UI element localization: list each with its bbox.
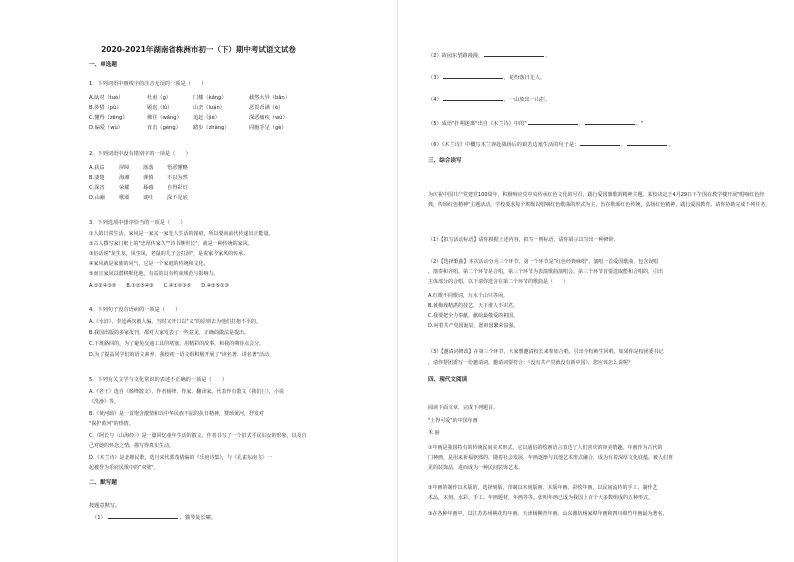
passage-line-1: ①年画是我国特有的传统民间美术形式，它以通俗的绘画语言表达了人们喜庆的审美情趣。年画作为古代的 — [428, 445, 663, 451]
fill-blank-5b[interactable] — [585, 124, 635, 125]
fill-blank-6a[interactable] — [580, 145, 620, 146]
q2-row-a: A.获益 屏障 落落 悟恶懂略 — [89, 165, 188, 171]
fill-blank-5a[interactable] — [528, 124, 578, 125]
passage-line-4: ②年画的制作以木版的，选择刻版，印制以木刻版画，木版年画、彩绘年画，以民间流传的手工，制作艺 — [428, 485, 658, 491]
q4-stem: 4．下列句子没有语病的一项是（ ） — [89, 307, 181, 313]
fill-blank-4[interactable] — [443, 100, 503, 101]
fill-blank-6b[interactable] — [627, 145, 667, 146]
q3-line-2: ②古人撰写家门框上的"忠厚传家久""诗书继世长"，就是一种传统的家风。 — [89, 241, 253, 247]
document-title: 2020-2021年湖南省株洲市初一（下）期中考试语文试卷 — [101, 45, 296, 54]
section-dictation: 二、默写题 — [89, 480, 117, 486]
q1-row-b: B.涉猎（pù） 顾虑（lǜ） 山峦（luán） 恶贯币满（è） — [89, 105, 284, 111]
task-2-option-a: A.红歌不同歌词，万水千山只等闲。 — [428, 293, 508, 299]
q3-options: A.①②④③⑤ B.①②⑤④③ C.④①②③⑤ D.④②⑤①③ — [89, 283, 230, 289]
q5-line-8: 起被誉为乐府民歌中的"双璧"。 — [89, 465, 159, 471]
q2-stem: 2．下列词语中没有错别字的一项是（ ） — [89, 151, 191, 157]
passage-line-6: ③在各种年画中，以江苏苏州桃花坞年画、天津杨柳青年画、山东潍坊杨家埠年画和四川绵竹年画最为著名， — [428, 511, 668, 517]
q2-row-c: C.深宵 荣耀 蓦感 自得彩灯 — [89, 185, 188, 191]
q1-row-c: C.懂得（zēnɡ） 佛往（wǎnɡ） 追赶（jié） 深恶痛疾（wù） — [89, 115, 288, 121]
q6-item-1: （1） ，猫琴复长啸。 — [92, 515, 217, 521]
q1-row-a: A.驮对（tuó） 杜甫（ɡ） 门槛（kǎnɡ） 截然大异（bǎn） — [89, 95, 290, 101]
task-1: （1）【拟写活动标语】请你根据上述内容，拟写一则标语，请你展示以写出一种修辞。 — [428, 237, 619, 243]
q6-stem: 按题意默写。 — [89, 503, 121, 509]
q3-line-3: ③俗话说"龙生龙，凤生凤，老鼠的儿子会打洞"，是说家今家风的传承。 — [89, 251, 249, 257]
section-single-choice: 一、单选题 — [89, 62, 117, 68]
task-2-option-d: D.向着共产党国诞辰，愿祖国繁荣富强。 — [428, 323, 519, 329]
q4-option-b: B.我国出版的多家报刊，都对大家发表了一些意见，正确的做法是提出。 — [89, 330, 250, 336]
passage-line-5: 术品，木刻、水彩、手工、年画题材，年画等等。张明年画已成为我国上百个大多数组成的五种形式。 — [428, 495, 654, 501]
q5-line-2: 《洗澡》等。 — [89, 399, 120, 405]
task-2-option-b: B.黄梅戏精湛的技艺，天下谁人不识君。 — [428, 303, 519, 309]
passage-line-2: 门神画，是用来祈福驱邪的。随着社会发展，年画逐渐与其他艺术形式融合，成为有着深厚文化底蕴、被人们喜 — [428, 455, 674, 461]
q1-row-d: D.偏爱（wù） 直击（ɡènɡ） 踏步（zhànɡ） 同胞手足（ɡè） — [89, 125, 287, 131]
right-page — [397, 0, 794, 562]
q4-option-d: D.为了提高同学们的语文素养，我校初一语文组积极开展了"读名著、讲名著"活动。 — [89, 352, 275, 358]
passage-line-3: 见的装饰品，进而成为一种民间装饰艺术。 — [428, 465, 524, 471]
task-2-line-2: 、演奏和齐唱。第二个环节是合唱，第三个环节为表演歌曲演唱会。第三个环节首要选取能和合唱的，引出 — [428, 269, 664, 275]
passage-title: "土得可爱"的中国年画 — [428, 418, 478, 424]
q3-line-5: ⑤而且家风以潜移默化地，有益的具有约束规范与影响力。 — [89, 271, 219, 277]
task-2-option-c: C.我要把全力奉献，献给最敬爱的祖国。 — [428, 313, 519, 319]
q5-stem: 5．下列有关文学与文化常识的表述不正确的一项是（ ） — [89, 377, 228, 383]
q3-line-1: ①人的日常生活，家风是一家又一家先人生活的铭痕，所以要向前代传递出正能量。 — [89, 231, 274, 237]
fill-item-6: （6）《木兰诗》中概写木兰奔赴战场后的艰苦边塞生活的句子是： ， 。 — [428, 142, 674, 148]
q2-row-d: D.山巅 歌颂 谈吐 深不见底 — [89, 195, 188, 201]
q3-stem: 3．下列选项中排序恰当的一项是（ ） — [89, 220, 186, 226]
fill-item-5: （5）成语"扑朔迷离"出自《木兰诗》中的" ， 。" — [428, 121, 644, 127]
q6-blank-1[interactable] — [108, 518, 178, 519]
q5-line-1: A.《老王》选自《杨绛散文》，作者杨绛，作家、翻译家。代表作有散文《我们仨》，小说 — [89, 389, 284, 395]
intro-paragraph: 为庆祝中国共产党建党100周年，积极响应党中央传承红色文化的号召，践行爱国旗歌的精神主题。某校决定于4月29日下午围在教学楼开展"唱响红色经典，传颂红色精神"主题活动。学校要求每个班级以唱响红色歌曲的形式为主，旨在歌颂红色传统，弘扬红色精神，践行爱国教育。请你协助完成下列任务。 — [428, 192, 771, 208]
q5-line-4: "保护黄河"的热情。 — [89, 421, 134, 427]
reading-intro: 阅读下面文章，完成下列题目。 — [428, 405, 499, 411]
q5-line-6: 己对她的怀念之情，描写得真实生动。 — [89, 443, 175, 449]
fill-item-3: （3） ，花纷落曰无人。 — [428, 75, 546, 81]
q4-option-c: C.下班路回的，为了避免交通工具的堵塞，用精彩的故事，和我的期待点会分。 — [89, 341, 265, 347]
task-3-line-2: ，请你帮团委写一份邀请词，邀请词要符合：《没有共产党就没有新中国》，您应该怎么说呢？ — [428, 360, 634, 366]
section-reading: 四、现代文阅读 — [428, 377, 468, 383]
q3-line-4: ④家风就是家族的风气，它是一个家庭的传统和文化。 — [89, 261, 209, 267]
q5-line-7: D.《木兰诗》是北朝民歌，选自宋代郭茂倩编的《乐府诗集》，与《孔雀东南飞》一 — [89, 455, 272, 461]
q1-stem: 1．下列词语中画线字的注音无误的一项是（ ） — [89, 81, 207, 87]
q2-row-b: B.凄楚 海滩 谨慎 不以为然 — [89, 175, 188, 181]
fill-item-2: （2）故园东望路漫漫， 。 — [428, 53, 551, 59]
section-integrated: 三、综合读写 — [428, 158, 462, 164]
task-2-line-1: （2）【选择歌曲】本次活动分为三个环节，第一个环节是"红色经典咏唱"，演唱一首爱国歌曲，包含误唱 — [428, 259, 659, 265]
task-3-line-1: （3）【邀请词修改】在第三个环节，大家想邀请校长来参加合唱，引出全校师生同唱，如果你是校团委书记 — [428, 349, 664, 355]
task-2-line-3: 主体部分的合唱，以下请你选含在第二个环节的歌曲是（ ） — [428, 279, 569, 285]
fill-item-4: （4） ，一山放出一山拦。 — [428, 97, 551, 103]
passage-author: 禾 丽 — [428, 430, 440, 436]
q5-line-5: C.《阿长与〈山海经〉》是一篇回忆童年生活的散文，作者书写了一个旧式平民妇女的形象，以及自 — [89, 433, 307, 439]
q5-line-3: B.《黄河颂》是一首饱含激情和以中华民族不屈的抗日精神，赞颂黄河，抒发对 — [89, 411, 265, 417]
fill-blank-3[interactable] — [443, 78, 503, 79]
q4-option-a: A.《水浒》，李逵两次被人骗。当时又开口以"义"的原则去为他们打抱不平的。 — [89, 319, 262, 325]
fill-blank-2[interactable] — [484, 56, 544, 57]
